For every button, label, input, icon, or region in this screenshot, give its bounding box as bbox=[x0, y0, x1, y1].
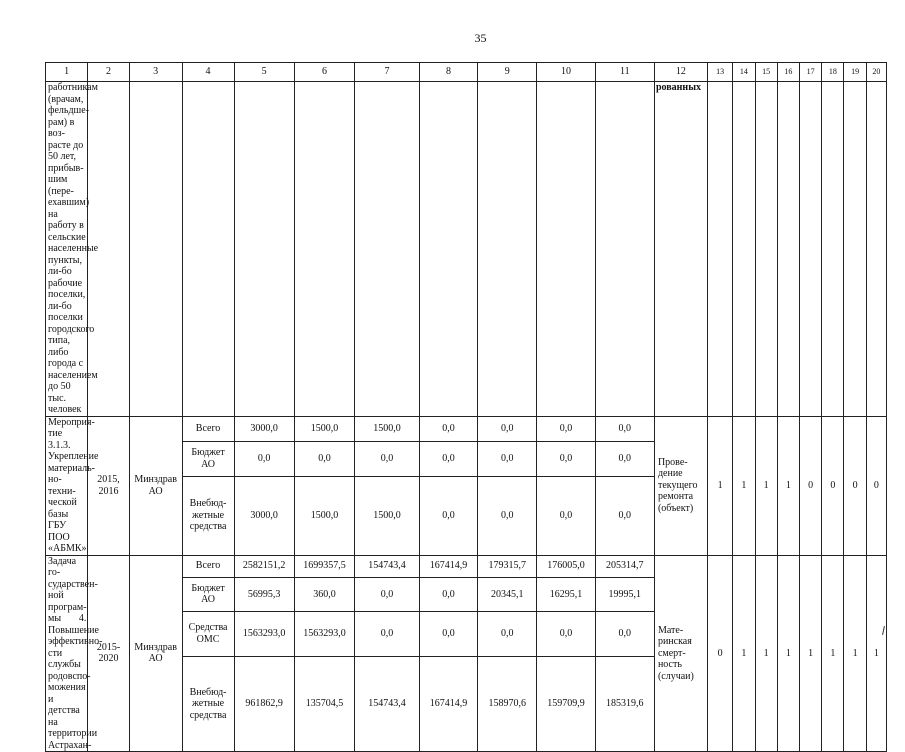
header-cell: 6 bbox=[294, 63, 354, 82]
page-number: 35 bbox=[474, 31, 487, 45]
value-cell: 159709,9 bbox=[537, 656, 595, 751]
table-row bbox=[46, 416, 887, 442]
value-cell: 0,0 bbox=[419, 442, 477, 476]
header-cell: 8 bbox=[419, 63, 477, 82]
target-cell: 1 bbox=[707, 416, 732, 555]
target-cell: 1 bbox=[800, 555, 822, 752]
value-cell: 16295,1 bbox=[537, 577, 595, 611]
executor-cell: Минздрав АО bbox=[129, 416, 182, 555]
indicator-cell: Мате-ринская смерт-ность (случаи) bbox=[654, 555, 707, 752]
value-cell: 179315,7 bbox=[478, 555, 537, 577]
table-row bbox=[46, 82, 887, 417]
target-cell: 1 bbox=[733, 555, 755, 752]
value-cell: 56995,3 bbox=[234, 577, 294, 611]
years-cell: 2015, 2016 bbox=[88, 416, 129, 555]
table-row bbox=[46, 555, 887, 577]
target-cell: 0 bbox=[844, 416, 866, 555]
value-cell: 176005,0 bbox=[537, 555, 595, 577]
header-cell: 2 bbox=[88, 63, 129, 82]
value-cell: 1563293,0 bbox=[234, 611, 294, 656]
target-cell: 1 bbox=[755, 555, 777, 752]
source-label: Средства ОМС bbox=[182, 611, 234, 656]
target-cell: 1 bbox=[866, 555, 886, 752]
target-cell: 1 bbox=[755, 416, 777, 555]
value-cell: 0,0 bbox=[355, 442, 420, 476]
value-cell: 154743,4 bbox=[355, 555, 420, 577]
value-cell: 1500,0 bbox=[355, 476, 420, 555]
value-cell: 0,0 bbox=[478, 611, 537, 656]
indicator-cell: Прове-дение текущего ремонта (объект) bbox=[654, 416, 707, 555]
source-label: Внебюд-жетные средства bbox=[182, 656, 234, 751]
value-cell: 360,0 bbox=[294, 577, 354, 611]
value-cell: 1500,0 bbox=[294, 476, 354, 555]
value-cell: 0,0 bbox=[537, 442, 595, 476]
source-label: Всего bbox=[182, 555, 234, 577]
header-cell: 4 bbox=[182, 63, 234, 82]
header-cell: 17 bbox=[800, 63, 822, 82]
value-cell: 154743,4 bbox=[355, 656, 420, 751]
value-cell: 0,0 bbox=[355, 577, 420, 611]
measure-description: Мероприя-тие 3.1.3. Укрепление материаль-но-техни-ческой базы ГБУ ПОО «АБМК» bbox=[46, 416, 88, 555]
header-cell: 10 bbox=[537, 63, 595, 82]
header-cell: 14 bbox=[733, 63, 755, 82]
source-label: Внебюд-жетные средства bbox=[182, 476, 234, 555]
target-cell: 1 bbox=[844, 555, 866, 752]
header-cell: 19 bbox=[844, 63, 866, 82]
value-cell: 0,0 bbox=[419, 416, 477, 442]
value-cell: 0,0 bbox=[537, 611, 595, 656]
value-cell: 0,0 bbox=[419, 611, 477, 656]
value-cell: 3000,0 bbox=[234, 416, 294, 442]
value-cell: 185319,6 bbox=[595, 656, 654, 751]
target-cell: 0 bbox=[822, 416, 844, 555]
value-cell: 0,0 bbox=[478, 442, 537, 476]
value-cell: 167414,9 bbox=[419, 656, 477, 751]
indicator-cell: рованных bbox=[654, 82, 707, 417]
value-cell: 0,0 bbox=[234, 442, 294, 476]
value-cell: 0,0 bbox=[478, 476, 537, 555]
header-cell: 3 bbox=[129, 63, 182, 82]
header-cell: 12 bbox=[654, 63, 707, 82]
header-cell: 11 bbox=[595, 63, 654, 82]
value-cell: 135704,5 bbox=[294, 656, 354, 751]
value-cell: 167414,9 bbox=[419, 555, 477, 577]
header-cell: 15 bbox=[755, 63, 777, 82]
header-cell: 5 bbox=[234, 63, 294, 82]
measure-description: Задача го-сударствен-ной програм-мы 4. Повышение эффективно-сти службы родовспо-можения и детства на территории Астрахан- bbox=[46, 555, 88, 752]
value-cell: 0,0 bbox=[419, 476, 477, 555]
value-cell: 205314,7 bbox=[595, 555, 654, 577]
target-cell: 0 bbox=[866, 416, 886, 555]
value-cell: 20345,1 bbox=[478, 577, 537, 611]
value-cell: 0,0 bbox=[294, 442, 354, 476]
value-cell: 0,0 bbox=[478, 416, 537, 442]
measure-description: работникам (врачам, фельдше-рам) в воз-расте до 50 лет, прибыв-шим (пере-ехавшим) на работу в сельские населенные пункты, ли-бо рабочие поселки, ли-бо поселки городского типа, либо города с населением до 50 тыс. человек bbox=[46, 82, 88, 417]
target-cell: 1 bbox=[777, 555, 799, 752]
value-cell: 0,0 bbox=[595, 611, 654, 656]
value-cell: 158970,6 bbox=[478, 656, 537, 751]
header-cell: 13 bbox=[707, 63, 732, 82]
header-cell: 7 bbox=[355, 63, 420, 82]
value-cell: 1563293,0 bbox=[294, 611, 354, 656]
header-cell: 18 bbox=[822, 63, 844, 82]
header-row bbox=[46, 63, 887, 82]
value-cell: 1699357,5 bbox=[294, 555, 354, 577]
value-cell: 0,0 bbox=[355, 611, 420, 656]
target-cell: 1 bbox=[822, 555, 844, 752]
target-cell: 0 bbox=[707, 555, 732, 752]
executor-cell: Минздрав АО bbox=[129, 555, 182, 752]
target-cell: 0 bbox=[800, 416, 822, 555]
header-cell: 20 bbox=[866, 63, 886, 82]
source-label: Всего bbox=[182, 416, 234, 442]
value-cell: 1500,0 bbox=[294, 416, 354, 442]
value-cell: 0,0 bbox=[595, 442, 654, 476]
program-table bbox=[45, 62, 887, 752]
value-cell: 2582151,2 bbox=[234, 555, 294, 577]
years-cell: 2015-2020 bbox=[88, 555, 129, 752]
value-cell: 961862,9 bbox=[234, 656, 294, 751]
target-cell: 1 bbox=[733, 416, 755, 555]
value-cell: 0,0 bbox=[419, 577, 477, 611]
header-cell: 16 bbox=[777, 63, 799, 82]
header-cell: 9 bbox=[478, 63, 537, 82]
value-cell: 3000,0 bbox=[234, 476, 294, 555]
value-cell: 0,0 bbox=[537, 476, 595, 555]
header-cell: 1 bbox=[46, 63, 88, 82]
source-label: Бюджет АО bbox=[182, 442, 234, 476]
value-cell: 0,0 bbox=[595, 416, 654, 442]
source-label: Бюджет АО bbox=[182, 577, 234, 611]
value-cell: 0,0 bbox=[595, 476, 654, 555]
value-cell: 1500,0 bbox=[355, 416, 420, 442]
value-cell: 0,0 bbox=[537, 416, 595, 442]
value-cell: 19995,1 bbox=[595, 577, 654, 611]
target-cell: 1 bbox=[777, 416, 799, 555]
